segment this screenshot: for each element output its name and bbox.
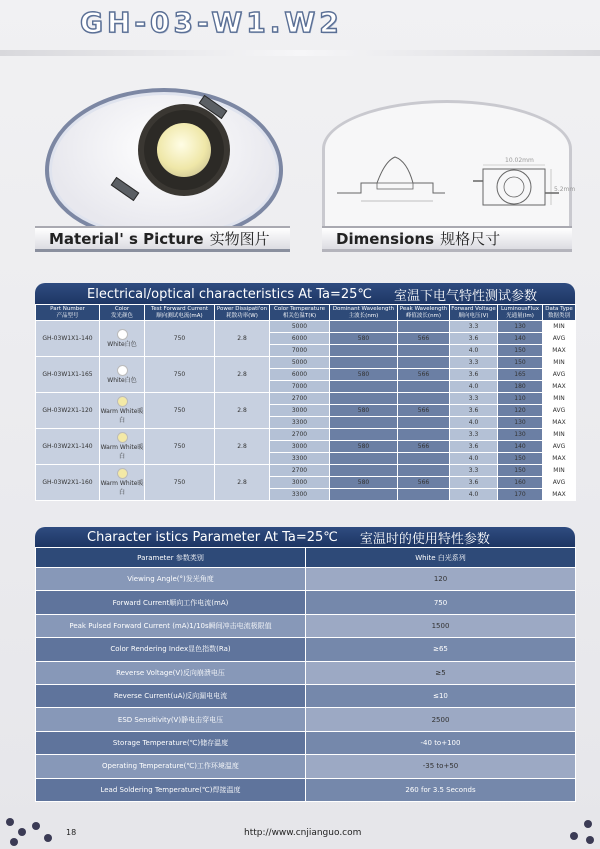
value-cell: 750 (306, 591, 576, 614)
power-cell: 2.8 (215, 465, 270, 501)
value-cell: 260 for 3.5 Seconds (306, 778, 576, 801)
color-swatch-icon (117, 365, 128, 376)
color-cell (100, 321, 145, 357)
table-row (36, 465, 576, 477)
parameter-cell: ESD Sensitivity(V)静电击穿电压 (36, 708, 306, 731)
color-cell (100, 429, 145, 465)
peak-wavelength-cell (398, 357, 450, 369)
header-white-value: White 白光系列 (306, 548, 576, 568)
dominant-wavelength-cell: 580 (330, 333, 398, 345)
test-current-cell: 750 (145, 357, 215, 393)
forward-voltage-cell: 3.3 (450, 393, 498, 405)
data-type-cell: MIN (543, 357, 576, 369)
color-temp-cell: 3000 (270, 441, 330, 453)
test-current-cell: 750 (145, 321, 215, 357)
dominant-wavelength-cell: 580 (330, 477, 398, 489)
data-type-cell: AVG (543, 333, 576, 345)
luminous-flux-cell: 150 (498, 357, 543, 369)
dimensions-caption-cn: 规格尺寸 (440, 230, 501, 248)
footer-url-link[interactable]: http://www.cnjianguo.com (244, 828, 362, 838)
part-number-cell: GH-03W2X1-120 (36, 393, 100, 429)
table-row (36, 755, 576, 778)
part-number-cell: GH-03W2X1-140 (36, 429, 100, 465)
forward-voltage-cell: 3.6 (450, 441, 498, 453)
photo-caption-cn: 实物图片 (209, 230, 270, 248)
color-swatch-icon (117, 432, 128, 443)
peak-wavelength-cell (398, 429, 450, 441)
photo-caption-en: Material' s Picture (49, 229, 204, 248)
dominant-wavelength-cell (330, 465, 398, 477)
color-temp-cell: 2700 (270, 465, 330, 477)
data-type-cell: MIN (543, 393, 576, 405)
power-cell: 2.8 (215, 321, 270, 357)
parameter-cell: Viewing Angle(°)发光角度 (36, 568, 306, 591)
power-cell: 2.8 (215, 429, 270, 465)
table-row (36, 614, 576, 637)
color-temp-cell: 5000 (270, 321, 330, 333)
data-type-cell: MIN (543, 429, 576, 441)
flower-decoration (584, 820, 592, 828)
dominant-wavelength-cell (330, 321, 398, 333)
electrical-header-cell (270, 305, 330, 321)
data-type-cell: MAX (543, 453, 576, 465)
header-en: Part Number (50, 305, 85, 312)
flower-decoration (570, 832, 578, 840)
data-type-cell: AVG (543, 441, 576, 453)
header-cn: 顺向测试电流(mA) (156, 312, 203, 319)
electrical-header-cell (450, 305, 498, 321)
flower-decoration (18, 828, 26, 836)
characteristics-title-cn: 室温时的使用特性参数 (359, 531, 490, 547)
header-cn: 数据类别 (547, 312, 570, 319)
data-type-cell: MIN (543, 465, 576, 477)
characteristics-table (35, 547, 576, 802)
table-row (36, 638, 576, 661)
parameter-cell: Forward Current顺向工作电流(mA) (36, 591, 306, 614)
dominant-wavelength-cell (330, 345, 398, 357)
peak-wavelength-cell (398, 381, 450, 393)
page-number: 18 (66, 828, 77, 837)
photo-caption (35, 226, 290, 252)
value-cell: ≥65 (306, 638, 576, 661)
value-cell: 2500 (306, 708, 576, 731)
value-cell: ≥5 (306, 661, 576, 684)
peak-wavelength-cell (398, 321, 450, 333)
color-temp-cell: 6000 (270, 333, 330, 345)
photo-frame (45, 88, 283, 238)
electrical-header-cell (100, 305, 145, 321)
table-row (36, 591, 576, 614)
electrical-header-cell (330, 305, 398, 321)
flower-decoration (32, 822, 40, 830)
peak-wavelength-cell: 566 (398, 477, 450, 489)
power-cell: 2.8 (215, 393, 270, 429)
header-cn: 相关色温T(K) (282, 312, 317, 319)
peak-wavelength-cell (398, 345, 450, 357)
table-row (36, 684, 576, 707)
table-row (36, 731, 576, 754)
led-image (144, 110, 224, 190)
dominant-wavelength-cell (330, 357, 398, 369)
dominant-wavelength-cell (330, 417, 398, 429)
dim-width-label: 10.02mm (505, 157, 534, 164)
top-divider (0, 50, 600, 56)
forward-voltage-cell: 3.3 (450, 429, 498, 441)
dimensions-frame (322, 100, 576, 240)
characteristics-section-header (35, 527, 575, 547)
luminous-flux-cell: 130 (498, 321, 543, 333)
header-cn: 顺向电压(V) (458, 312, 489, 319)
color-temp-cell: 5000 (270, 357, 330, 369)
dominant-wavelength-cell: 580 (330, 369, 398, 381)
value-cell: ≤10 (306, 684, 576, 707)
peak-wavelength-cell: 566 (398, 441, 450, 453)
peak-wavelength-cell (398, 453, 450, 465)
led-pin (111, 177, 140, 201)
data-type-cell: MAX (543, 417, 576, 429)
table-row (36, 321, 576, 333)
forward-voltage-cell: 3.6 (450, 369, 498, 381)
dominant-wavelength-cell (330, 429, 398, 441)
color-temp-cell: 2700 (270, 393, 330, 405)
electrical-header-cell (498, 305, 543, 321)
forward-voltage-cell: 4.0 (450, 381, 498, 393)
luminous-flux-cell: 150 (498, 453, 543, 465)
electrical-title: Electrical/optical characteristics At Ta=25℃ (87, 286, 372, 302)
parameter-cell: Reverse Current(uA)反向漏电电流 (36, 684, 306, 707)
table-row (36, 778, 576, 801)
characteristics-title: Character istics Parameter At Ta=25℃ (87, 529, 338, 545)
header-en: Forward Voltage (451, 305, 496, 312)
forward-voltage-cell: 3.3 (450, 357, 498, 369)
color-temp-cell: 7000 (270, 381, 330, 393)
luminous-flux-cell: 110 (498, 393, 543, 405)
color-temp-cell: 7000 (270, 345, 330, 357)
header-en: LuminousFlux (501, 305, 539, 312)
color-temp-cell: 2700 (270, 429, 330, 441)
peak-wavelength-cell (398, 465, 450, 477)
luminous-flux-cell: 130 (498, 429, 543, 441)
color-cell (100, 465, 145, 501)
color-name: White (107, 340, 125, 348)
header-en: Power Dissipati'on (216, 305, 268, 312)
material-picture-panel (35, 88, 290, 253)
luminous-flux-cell: 160 (498, 477, 543, 489)
color-temp-cell: 3300 (270, 489, 330, 501)
forward-voltage-cell: 3.3 (450, 465, 498, 477)
part-number-cell: GH-03W1X1-165 (36, 357, 100, 393)
electrical-section-header (35, 283, 575, 305)
forward-voltage-cell: 3.6 (450, 477, 498, 489)
color-temp-cell: 3000 (270, 405, 330, 417)
electrical-title-cn: 室温下电气特性测试参数 (393, 288, 537, 304)
flower-decoration (586, 836, 594, 844)
value-cell: -35 to+50 (306, 755, 576, 778)
led-lens (157, 123, 211, 177)
value-cell: 1500 (306, 614, 576, 637)
color-swatch-icon (117, 396, 128, 407)
dim-height-label: 5.2mm (554, 186, 576, 193)
color-name: Warm White (100, 408, 138, 415)
forward-voltage-cell: 4.0 (450, 489, 498, 501)
luminous-flux-cell: 120 (498, 405, 543, 417)
electrical-table (35, 304, 576, 501)
parameter-cell: Peak Pulsed Forward Current (mA)1/10s瞬间冲击电流极限值 (36, 614, 306, 637)
color-name: Warm White (100, 480, 138, 487)
data-type-cell: MAX (543, 489, 576, 501)
peak-wavelength-cell (398, 393, 450, 405)
header-cn: 发光颜色 (110, 312, 133, 319)
peak-wavelength-cell (398, 489, 450, 501)
data-type-cell: AVG (543, 405, 576, 417)
data-type-cell: AVG (543, 477, 576, 489)
data-type-cell: MAX (543, 345, 576, 357)
header-cn: 产品型号 (56, 312, 79, 319)
header-en: Color Temperature (274, 305, 325, 312)
electrical-header-cell (145, 305, 215, 321)
data-type-cell: MIN (543, 321, 576, 333)
peak-wavelength-cell: 566 (398, 405, 450, 417)
dimensions-caption (322, 226, 572, 252)
luminous-flux-cell: 150 (498, 345, 543, 357)
forward-voltage-cell: 3.3 (450, 321, 498, 333)
header-en: Data Type (545, 305, 573, 312)
color-name-cn: 白色 (124, 376, 137, 384)
flower-decoration (44, 834, 52, 842)
page-title: GH-03-W1.W2 (80, 6, 343, 39)
part-number-cell: GH-03W2X1-160 (36, 465, 100, 501)
header-en: Test Forward Current (150, 305, 209, 312)
color-swatch-icon (117, 468, 128, 479)
peak-wavelength-cell (398, 417, 450, 429)
luminous-flux-cell: 170 (498, 489, 543, 501)
dominant-wavelength-cell (330, 381, 398, 393)
parameter-cell: Color Rendering Index显色指数(Ra) (36, 638, 306, 661)
dimensions-panel (322, 88, 576, 253)
luminous-flux-cell: 140 (498, 441, 543, 453)
forward-voltage-cell: 3.6 (450, 333, 498, 345)
forward-voltage-cell: 4.0 (450, 345, 498, 357)
color-name-cn: 暖白 (118, 408, 144, 424)
color-name: Warm White (100, 444, 138, 451)
forward-voltage-cell: 4.0 (450, 417, 498, 429)
flower-decoration (6, 818, 14, 826)
table-row (36, 357, 576, 369)
data-type-cell: MAX (543, 381, 576, 393)
parameter-cell: Operating Temperature(℃)工作环境温度 (36, 755, 306, 778)
color-swatch-icon (117, 329, 128, 340)
header-cn: 耗散功率(W) (226, 312, 258, 319)
table-row (36, 568, 576, 591)
header-parameter: Parameter 参数类别 (36, 548, 306, 568)
electrical-header-cell (398, 305, 450, 321)
header-en: Color (114, 305, 130, 312)
dominant-wavelength-cell (330, 489, 398, 501)
header-cn: 主波长(nm) (348, 312, 379, 319)
color-name-cn: 白色 (124, 340, 137, 348)
color-name-cn: 暖白 (118, 480, 144, 496)
color-temp-cell: 3300 (270, 417, 330, 429)
parameter-cell: Reverse Voltage(V)反向崩溃电压 (36, 661, 306, 684)
header-en: Dominant Wavelength (332, 305, 395, 312)
luminous-flux-cell: 165 (498, 369, 543, 381)
test-current-cell: 750 (145, 429, 215, 465)
part-number-cell: GH-03W1X1-140 (36, 321, 100, 357)
parameter-cell: Storage Temperature(℃)储存温度 (36, 731, 306, 754)
color-cell (100, 393, 145, 429)
data-type-cell: AVG (543, 369, 576, 381)
value-cell: -40 to+100 (306, 731, 576, 754)
dimensions-caption-en: Dimensions (336, 229, 435, 248)
test-current-cell: 750 (145, 393, 215, 429)
parameter-cell: Lead Soldering Temperature(℃)焊接温度 (36, 778, 306, 801)
test-current-cell: 750 (145, 465, 215, 501)
table-row (36, 429, 576, 441)
color-temp-cell: 6000 (270, 369, 330, 381)
header-cn: 光通量(lm) (506, 312, 534, 319)
luminous-flux-cell: 130 (498, 417, 543, 429)
electrical-header-cell (215, 305, 270, 321)
luminous-flux-cell: 150 (498, 465, 543, 477)
header-en: Peak Wavelength (399, 305, 448, 312)
color-name: White (107, 376, 125, 384)
dominant-wavelength-cell: 580 (330, 405, 398, 417)
table-row (36, 393, 576, 405)
table-row (36, 708, 576, 731)
dominant-wavelength-cell (330, 453, 398, 465)
luminous-flux-cell: 180 (498, 381, 543, 393)
peak-wavelength-cell: 566 (398, 333, 450, 345)
header-cn: 峰值波长(nm) (405, 312, 442, 319)
color-name-cn: 暖白 (118, 444, 144, 460)
peak-wavelength-cell: 566 (398, 369, 450, 381)
forward-voltage-cell: 3.6 (450, 405, 498, 417)
luminous-flux-cell: 140 (498, 333, 543, 345)
color-temp-cell: 3000 (270, 477, 330, 489)
power-cell: 2.8 (215, 357, 270, 393)
dominant-wavelength-cell (330, 393, 398, 405)
value-cell: 120 (306, 568, 576, 591)
electrical-header-cell (36, 305, 100, 321)
electrical-header-cell (543, 305, 576, 321)
table-row (36, 661, 576, 684)
color-cell (100, 357, 145, 393)
dimensions-drawing (333, 131, 576, 226)
forward-voltage-cell: 4.0 (450, 453, 498, 465)
dominant-wavelength-cell: 580 (330, 441, 398, 453)
flower-decoration (10, 838, 18, 846)
color-temp-cell: 3300 (270, 453, 330, 465)
